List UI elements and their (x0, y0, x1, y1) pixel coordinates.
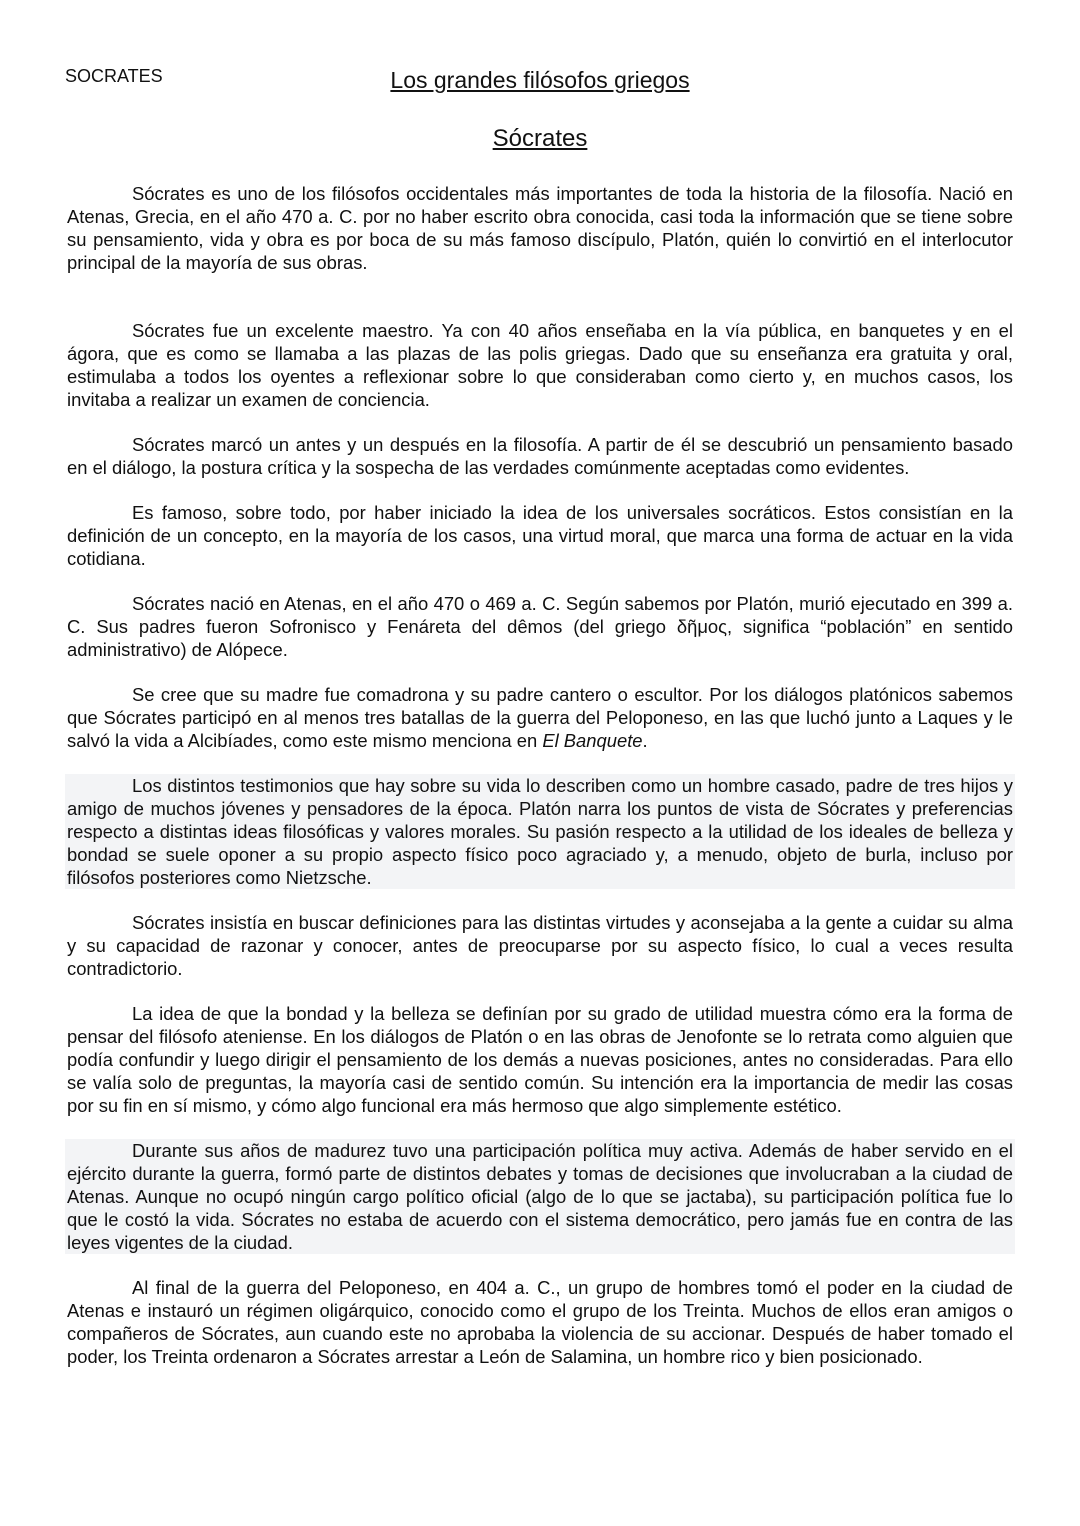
highlighted-paragraph: Los distintos testimonios que hay sobre su vida lo describen como un hombre casado, padre de tres hijos y amigo de muchos jóvenes y pensadores de la época. Platón narra los puntos de vista de Sócrates y preferencias respecto a distintas ideas filosóficas y valores morales. Su pasión respecto a la utilidad de los ideales de belleza y bondad se suele oponer a su propio aspecto físico poco agraciado y, a menudo, objeto de burla, incluso por filósofos posteriores como Nietzsche. (67, 775, 1013, 888)
paragraph: Sócrates insistía en buscar definiciones para las distintas virtudes y aconsejaba a la gente a cuidar su alma y su capacidad de razonar y conocer, antes de preocuparse por su aspecto físico, lo cual a veces resulta contradictorio. (67, 912, 1013, 979)
section-title: Sócrates (492, 125, 588, 152)
paragraph: La idea de que la bondad y la belleza se definían por su grado de utilidad muestra cómo era la forma de pensar del filósofo ateniense. En los diálogos de Platón o en las obras de Jenofonte se lo retrata como alguien que podía confundir y luego dirigir el pensamiento de los demás a nuevas posiciones, antes no consideradas. Para ello se valía solo de preguntas, la mayoría casi de sentido común. Su intención era la importancia de medir las cosas por su fin en sí mismo, y cómo algo funcional era más hermoso que algo simplemente estético. (67, 1003, 1013, 1116)
document-label: SOCRATES (65, 66, 163, 86)
paragraph: Al final de la guerra del Peloponeso, en 404 a. C., un grupo de hombres tomó el poder en la ciudad de Atenas e instauró un régimen oligárquico, conocido como el grupo de los Treinta. Muchos de ellos eran amigos o compañeros de Sócrates, aun cuando este no aprobaba la violencia de su accionar. Después de haber tomado el poder, los Treinta ordenaron a Sócrates arrestar a León de Salamina, un hombre rico y bien posicionado. (67, 1277, 1013, 1367)
paragraph: Sócrates nació en Atenas, en el año 470 o 469 a. C. Según sabemos por Platón, murió ejecutado en 399 a. C. Sus padres fueron Sofronisco y Fenáreta del dêmos (del griego δῆμος, significa “población” en sentido administrativo) de Alópece. (67, 593, 1013, 660)
paragraph-text: . (642, 730, 648, 751)
document-title: Los grandes filósofos griegos (390, 67, 690, 93)
paragraph: Sócrates es uno de los filósofos occidentales más importantes de toda la historia de la filosofía. Nació en Atenas, Grecia, en el año 470 a. C. por no haber escrito obra conocida, casi toda la información que se tiene sobre su pensamiento, vida y obra es por boca de su más famoso discípulo, Platón, quién lo convirtió en el interlocutor principal de la mayoría de sus obras. (67, 183, 1013, 273)
paragraph: Es famoso, sobre todo, por haber iniciado la idea de los universales socráticos. Estos consistían en la definición de un concepto, en la mayoría de los casos, una virtud moral, que marca una forma de actuar en la vida cotidiana. (67, 502, 1013, 569)
paragraph (65, 683, 1015, 752)
paragraph: Sócrates marcó un antes y un después en la filosofía. A partir de él se descubrió un pensamiento basado en el diálogo, la postura crítica y la sospecha de las verdades comúnmente aceptadas como evidentes. (67, 434, 1013, 478)
book-title: El Banquete (542, 730, 643, 751)
highlighted-paragraph: Durante sus años de madurez tuvo una participación política muy activa. Además de haber servido en el ejército durante la guerra, formó parte de distintos debates y tomas de decisiones que involucraban a la ciudad de Atenas. Aunque no ocupó ningún cargo político oficial (algo de lo que se jactaba), su participación política fue lo que le costó la vida. Sócrates no estaba de acuerdo con el sistema democrático, pero jamás fue en contra de las leyes vigentes de la ciudad. (67, 1140, 1013, 1253)
paragraph: Sócrates fue un excelente maestro. Ya con 40 años enseñaba en la vía pública, en banquetes y en el ágora, que es como se llamaba a las plazas de las polis griegas. Dado que su enseñanza era gratuita y oral, estimulaba a todos los oyentes a reflexionar sobre lo que consideraban como cierto y, en muchos casos, los invitaba a realizar un examen de conciencia. (67, 320, 1013, 410)
document-body (65, 182, 1015, 1390)
paragraph-text: Se cree que su madre fue comadrona y su padre cantero o escultor. Por los diálogos platónicos sabemos que Sócrates participó en al menos tres batallas de la guerra del Peloponeso, en las que luchó junto a Laques y le salvó la vida a Alcibíades, como este mismo menciona en (67, 684, 1013, 751)
